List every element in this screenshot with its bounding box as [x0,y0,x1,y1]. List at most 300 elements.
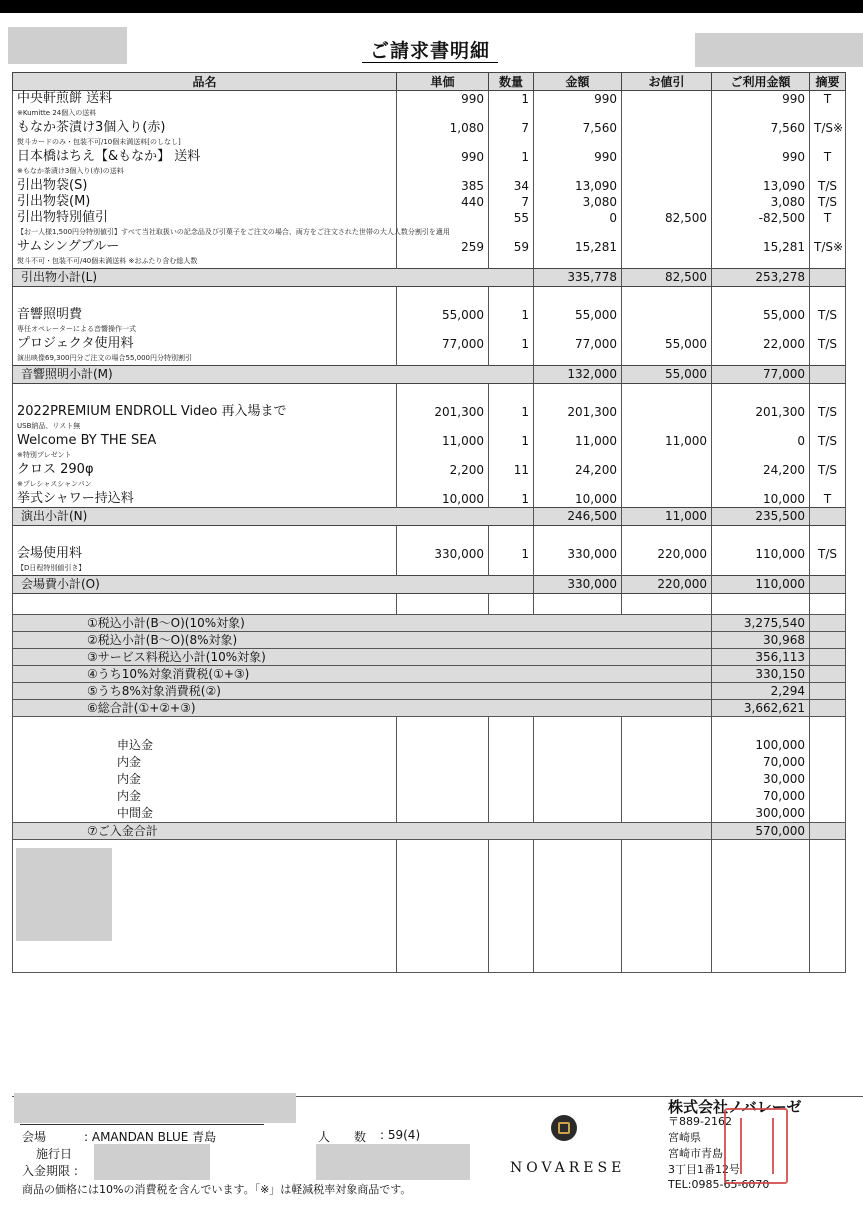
cell [489,352,534,366]
cell [534,737,622,754]
discount [622,91,712,108]
line-item-row [13,91,846,108]
cell [13,384,397,405]
amount: 15,281 [534,239,622,255]
invoice-body [13,91,846,973]
cell [397,107,489,120]
quantity: 1 [489,336,534,352]
cell [13,717,397,738]
item-name: 中央軒煎餅 送料 [13,91,397,108]
cell [13,287,397,308]
address-line: 宮崎市青島 [668,1147,723,1160]
company-seal-stamp [724,1108,788,1184]
address-line: 宮崎県 [668,1131,701,1144]
amount: 3,080 [534,194,622,210]
cell [534,788,622,805]
redacted-block [316,1144,470,1180]
remarks: T/S [810,178,846,194]
cell [712,717,810,738]
cell [810,107,846,120]
total-label: ⑥総合計(①+②+③) [13,700,712,717]
item-note-row [13,107,846,120]
cell [622,420,712,433]
subtotal-label: 引出物小計(L) [13,269,534,287]
cell [397,717,489,738]
usage-amount: 22,000 [712,336,810,352]
total-value: 330,150 [712,666,810,683]
cell [489,449,534,462]
redacted-block [8,27,127,64]
cell [489,323,534,336]
header-discount: お値引 [622,73,712,91]
unit-price: 201,300 [397,404,489,420]
remarks: T/S [810,433,846,449]
quantity: 11 [489,462,534,478]
postal-code: 〒889-2162 [668,1115,732,1128]
cell [534,805,622,823]
remarks: T [810,491,846,508]
cell [810,323,846,336]
payment-label: 申込金 [13,737,397,754]
payment-total-label: ⑦ご入金合計 [13,823,712,840]
subtotal-discount: 220,000 [622,576,712,594]
line-item-row [13,149,846,165]
cell [622,287,712,308]
item-name: プロジェクタ使用料 [13,336,397,352]
date-label: 施行日 [36,1147,73,1161]
header-usage-amount: ご利用金額 [712,73,810,91]
item-note: ※Kumitte 24個入の送料 [13,107,397,120]
cell [622,562,712,576]
item-note-row [13,323,846,336]
remarks: T/S [810,546,846,562]
usage-amount: -82,500 [712,210,810,226]
discount [622,120,712,136]
cell [622,323,712,336]
cell [397,771,489,788]
item-note-row [13,478,846,491]
cell [622,771,712,788]
item-note: USB納品、リスト無 [13,420,397,433]
cell [810,449,846,462]
quantity: 1 [489,546,534,562]
line-item-row [13,491,846,508]
remarks: T [810,210,846,226]
subtotal-amount: 246,500 [534,508,622,526]
cell [534,165,622,178]
cell [534,594,622,615]
quantity: 1 [489,149,534,165]
cell [622,788,712,805]
cell [397,526,489,547]
remarks: T/S※ [810,120,846,136]
cell [489,287,534,308]
cell [489,754,534,771]
cell [397,788,489,805]
unit-price: 990 [397,91,489,108]
usage-amount: 3,080 [712,194,810,210]
cell [810,562,846,576]
remarks: T/S※ [810,239,846,255]
item-name: 2022PREMIUM ENDROLL Video 再入場まで [13,404,397,420]
discount [622,491,712,508]
header-remarks: 摘要 [810,73,846,91]
discount [622,307,712,323]
item-note-row [13,136,846,149]
payment-row [13,754,846,771]
cell [489,478,534,491]
usage-amount: 0 [712,433,810,449]
amount: 0 [534,210,622,226]
total-value: 30,968 [712,632,810,649]
venue-value: : AMANDAN BLUE 青島 [84,1130,217,1144]
cell [712,136,810,149]
brand-name: NOVARESE [510,1160,626,1176]
amount: 77,000 [534,336,622,352]
subtotal-discount: 82,500 [622,269,712,287]
quantity: 1 [489,433,534,449]
cell [810,165,846,178]
cell [810,287,846,308]
subtotal-row [13,508,846,526]
cell [712,107,810,120]
item-note-row [13,226,846,239]
subtotal-amount: 132,000 [534,366,622,384]
filler-row [13,840,846,973]
amount: 990 [534,91,622,108]
discount [622,462,712,478]
cell [810,384,846,405]
line-item-row [13,120,846,136]
amount: 10,000 [534,491,622,508]
payment-label: 内金 [13,771,397,788]
quantity: 7 [489,194,534,210]
cell [534,478,622,491]
cell [810,478,846,491]
cell [622,840,712,973]
cell [622,352,712,366]
cell [534,717,622,738]
subtotal-discount: 11,000 [622,508,712,526]
item-note-row [13,562,846,576]
line-item-row [13,404,846,420]
cell [534,255,622,269]
header-item-name: 品名 [13,73,397,91]
quantity: 1 [489,491,534,508]
table-header-row [13,73,846,91]
payment-label: 中間金 [13,805,397,823]
header-quantity: 数量 [489,73,534,91]
cell [622,478,712,491]
redacted-block [14,1093,296,1123]
cell [397,136,489,149]
remarks: T [810,149,846,165]
line-item-row [13,210,846,226]
payment-value: 70,000 [712,754,810,771]
usage-amount: 13,090 [712,178,810,194]
top-black-bar [0,0,863,13]
cell [810,717,846,738]
unit-price: 440 [397,194,489,210]
cell [712,255,810,269]
line-item-row [13,546,846,562]
item-note: ※特別プレゼント [13,449,397,462]
total-value: 3,275,540 [712,615,810,632]
quantity: 1 [489,91,534,108]
cell [489,840,534,973]
payment-label: 内金 [13,754,397,771]
cell [810,632,846,649]
cell [810,508,846,526]
line-item-row [13,336,846,352]
remarks: T/S [810,462,846,478]
amount: 990 [534,149,622,165]
line-item-row [13,462,846,478]
cell [534,754,622,771]
spacer-row [13,594,846,615]
remarks: T/S [810,336,846,352]
total-row [13,700,846,717]
discount [622,404,712,420]
total-label: ②税込小計(B～O)(8%対象) [13,632,712,649]
cell [489,107,534,120]
cell [397,737,489,754]
amount: 55,000 [534,307,622,323]
cell [489,788,534,805]
cell [622,526,712,547]
cell [397,840,489,973]
cell [534,771,622,788]
cell [534,287,622,308]
discount: 55,000 [622,336,712,352]
phone-number: TEL:0985-65-6070 [668,1178,770,1191]
cell [712,449,810,462]
cell [712,840,810,973]
cell [397,420,489,433]
remarks: T/S [810,404,846,420]
item-note-row [13,352,846,366]
spacer-row [13,717,846,738]
discount: 220,000 [622,546,712,562]
cell [489,226,534,239]
cell [534,107,622,120]
cell [810,666,846,683]
amount: 201,300 [534,404,622,420]
cell [489,771,534,788]
discount [622,149,712,165]
cell [712,287,810,308]
total-label: ①税込小計(B～O)(10%対象) [13,615,712,632]
cell [712,478,810,491]
title-underline [362,62,498,63]
cell [810,754,846,771]
cell [810,771,846,788]
remarks: T/S [810,307,846,323]
cell [810,352,846,366]
payment-row [13,805,846,823]
cell [622,107,712,120]
cell [810,840,846,973]
line-item-row [13,239,846,255]
subtotal-row [13,269,846,287]
cell [397,562,489,576]
cell [534,449,622,462]
invoice-table [12,72,846,973]
cell [810,700,846,717]
unit-price: 77,000 [397,336,489,352]
subtotal-total: 110,000 [712,576,810,594]
name-underline [20,1124,264,1125]
cell [810,823,846,840]
cell [489,805,534,823]
payment-value: 30,000 [712,771,810,788]
subtotal-discount: 55,000 [622,366,712,384]
payment-value: 100,000 [712,737,810,754]
quantity: 34 [489,178,534,194]
cell [534,323,622,336]
cell [397,323,489,336]
quantity: 1 [489,404,534,420]
usage-amount: 10,000 [712,491,810,508]
unit-price: 1,080 [397,120,489,136]
total-row [13,615,846,632]
payment-value: 70,000 [712,788,810,805]
cell [489,420,534,433]
item-name: サムシングブルー [13,239,397,255]
cell [810,594,846,615]
cell [397,449,489,462]
due-label: 入金期限 : [22,1164,78,1178]
unit-price: 11,000 [397,433,489,449]
cell [397,165,489,178]
cell [622,594,712,615]
cell [622,165,712,178]
usage-amount: 15,281 [712,239,810,255]
item-name: 日本橋はちえ【&もなか】 送料 [13,149,397,165]
cell [489,384,534,405]
payment-value: 300,000 [712,805,810,823]
cell [810,136,846,149]
spacer-row [13,287,846,308]
item-note: ※プレシャスシャンパン [13,478,397,491]
novarese-logo-icon [551,1115,577,1141]
cell [712,165,810,178]
cell [622,754,712,771]
cell [13,594,397,615]
redacted-block [695,33,863,67]
subtotal-total: 77,000 [712,366,810,384]
company-name: 株式会社ノバレーゼ [668,1098,802,1116]
item-name: 会場使用料 [13,546,397,562]
cell [489,136,534,149]
cell [810,366,846,384]
cell [810,226,846,239]
line-item-row [13,307,846,323]
cell [712,420,810,433]
cell [534,352,622,366]
cell [489,165,534,178]
people-value: : 59(4) [380,1128,421,1142]
venue-label: 会場 [22,1130,47,1144]
payment-row [13,788,846,805]
cell [712,562,810,576]
subtotal-row [13,576,846,594]
item-name: 音響照明費 [13,307,397,323]
cell [397,352,489,366]
item-name: もなか茶漬け3個入り(赤) [13,120,397,136]
tax-note: 商品の価格には10%の消費税を含んでいます。「※」は軽減税率対象商品です。 [22,1183,412,1196]
cell [534,384,622,405]
amount: 11,000 [534,433,622,449]
discount: 82,500 [622,210,712,226]
usage-amount: 201,300 [712,404,810,420]
cell [13,526,397,547]
payment-total-value: 570,000 [712,823,810,840]
cell [489,594,534,615]
page-title: ご請求書明細 [369,40,490,62]
usage-amount: 990 [712,149,810,165]
cell [622,717,712,738]
item-name: 引出物袋(S) [13,178,397,194]
cell [489,526,534,547]
item-name: 引出物特別値引 [13,210,397,226]
cell [622,136,712,149]
quantity: 55 [489,210,534,226]
item-note-row [13,255,846,269]
item-note: 演出映像69,300円分ご注文の場合55,000円分特別割引 [13,352,397,366]
total-label: ③サービス料税込小計(10%対象) [13,649,712,666]
unit-price: 990 [397,149,489,165]
quantity: 59 [489,239,534,255]
discount [622,239,712,255]
unit-price: 2,200 [397,462,489,478]
cell [810,683,846,700]
address-line: 3丁目1番12号 [668,1163,740,1176]
subtotal-row [13,366,846,384]
cell [712,323,810,336]
total-value: 356,113 [712,649,810,666]
cell [810,526,846,547]
item-name: 引出物袋(M) [13,194,397,210]
cell [810,737,846,754]
header-amount: 金額 [534,73,622,91]
quantity: 7 [489,120,534,136]
cell [397,594,489,615]
remarks: T [810,91,846,108]
item-note: 【D日程特別値引き】 [13,562,397,576]
cell [810,420,846,433]
item-name: Welcome BY THE SEA [13,433,397,449]
total-row [13,666,846,683]
payment-total-row [13,823,846,840]
cell [489,562,534,576]
discount: 11,000 [622,433,712,449]
cell [489,255,534,269]
payment-label: 内金 [13,788,397,805]
unit-price: 330,000 [397,546,489,562]
cell [397,478,489,491]
cell [489,737,534,754]
cell [810,269,846,287]
discount [622,178,712,194]
cell [622,737,712,754]
people-label: 人 数 [318,1130,367,1144]
item-note: 熨斗カードのみ・包装不可/10個未満送料[のしなし] [13,136,397,149]
cell [622,226,712,239]
cell [397,384,489,405]
cell [622,805,712,823]
cell [534,420,622,433]
